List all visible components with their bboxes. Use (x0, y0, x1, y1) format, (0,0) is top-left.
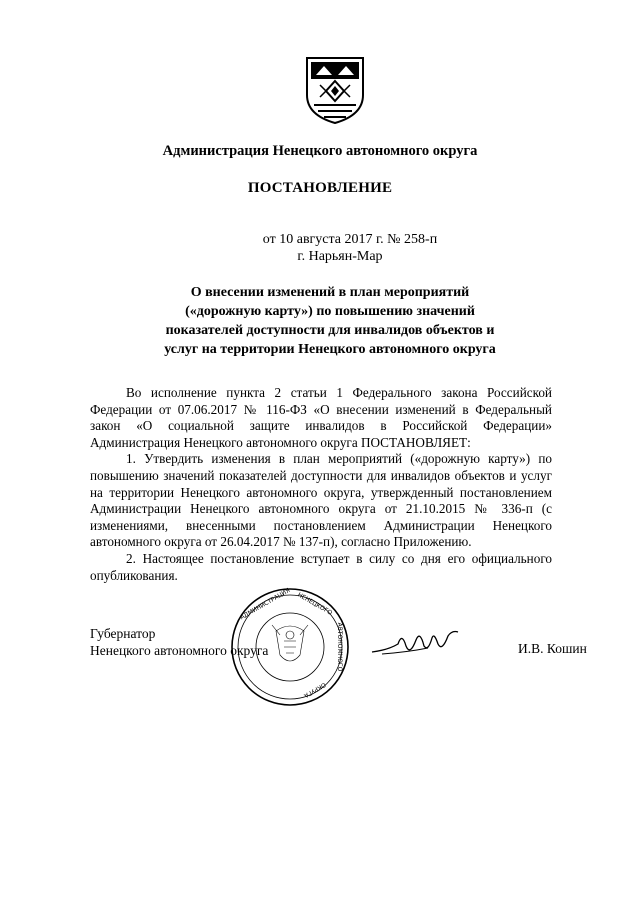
signatory-name: И.В. Кошин (518, 641, 587, 656)
title-line: услуг на территории Ненецкого автономного округа (164, 342, 496, 357)
document-city: г. Нарьян-Мар (297, 249, 383, 264)
title-line: («дорожную карту») по повышению значений (185, 304, 475, 319)
seal-text: НЕНЕЦКОГО (296, 591, 334, 617)
signatory-position-line1: Губернатор (90, 626, 156, 641)
body-paragraph: 1. Утвердить изменения в план мероприятий («дорожную карту») по повышению значений показателей доступности для инвалидов объектов и услуг на территории Ненецкого автономного округа, утвержденный постановлением Администрации Ненецкого автономного округа от 21.10.2015 № 336-п (с изменениями, внесенными постановлением Администрации Ненецкого автономного округа от 26.04.2017 № 137-п), согласно Приложению. (90, 451, 552, 550)
seal-text: АВТОНОМНОГО (336, 622, 343, 672)
signatory-position-line2: Ненецкого автономного округа (90, 643, 269, 658)
nenets-coat-of-arms-icon (304, 55, 366, 125)
document-title (140, 283, 520, 359)
title-line: показателей доступности для инвалидов объектов и (165, 323, 495, 338)
signatory-position (90, 625, 268, 659)
authority-name: Администрация Ненецкого автономного округа (162, 143, 478, 159)
document-body (90, 385, 552, 584)
body-paragraph: 2. Настоящее постановление вступает в силу со дня его официального опубликования. (90, 550, 552, 583)
body-paragraph: Во исполнение пункта 2 статьи 1 Федерального закона Российской Федерации от 07.06.2017 № 116-ФЗ «О внесении изменений в Федеральный закон «О социальной защите инвалидов в Российской Федерации» Администрация Ненецкого автономного округа ПОСТАНОВЛЯЕТ: (90, 385, 552, 450)
document-type: ПОСТАНОВЛЕНИЕ (247, 180, 393, 196)
document-date-number: от 10 августа 2017 г. № 258-п (262, 232, 438, 247)
seal-text: АДМИНИСТРАЦИЯ (239, 587, 292, 622)
seal-text: ОКРУГА (302, 680, 327, 699)
handwritten-signature (368, 622, 462, 664)
title-line: О внесении изменений в план мероприятий (190, 285, 470, 300)
